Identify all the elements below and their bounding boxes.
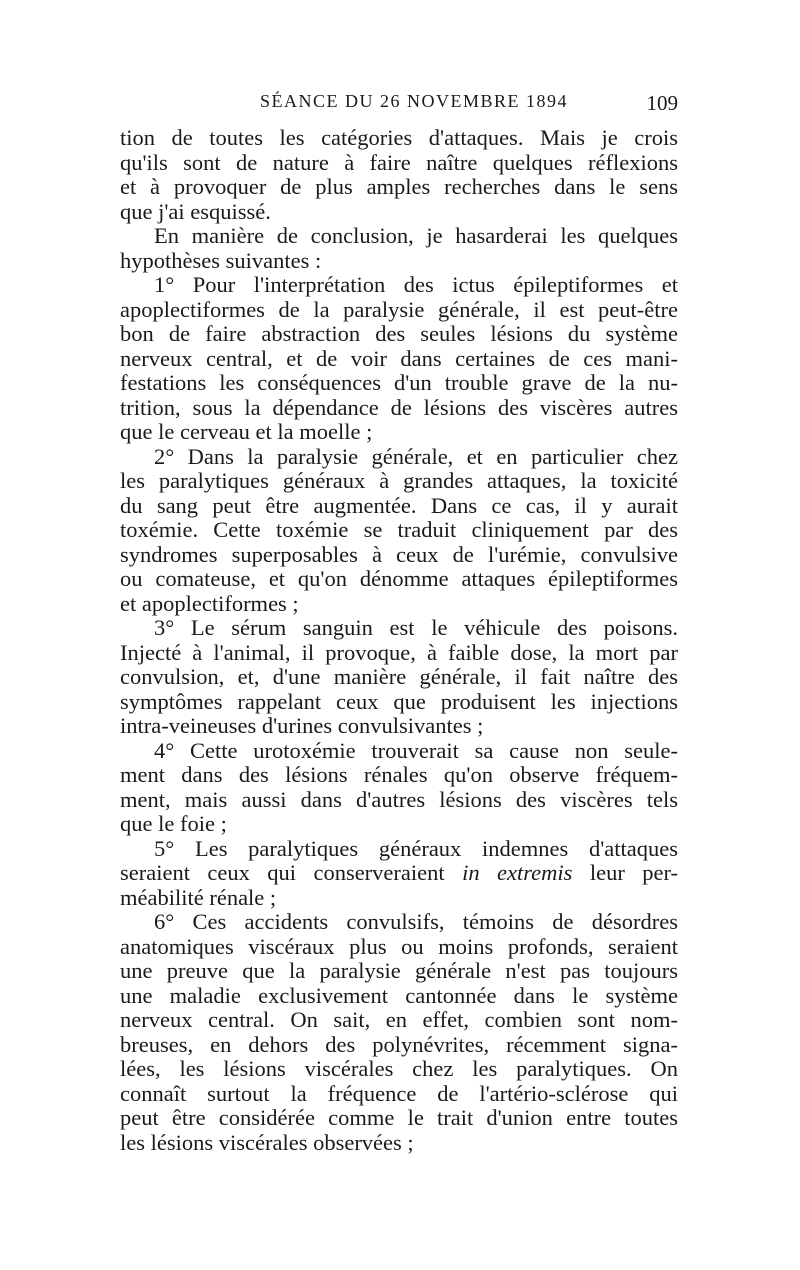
text-line: nerveux central. On sait, en effet, combien sont nom- xyxy=(120,1008,678,1032)
text-line: Injecté à l'animal, il provoque, à faible dose, la mort par xyxy=(120,640,678,665)
text-line: 4° Cette urotoxémie trouverait sa cause non seule- xyxy=(154,738,678,763)
text-segment: leur per- xyxy=(589,861,678,885)
text-line: anatomiques viscéraux plus ou moins profonds, seraient xyxy=(120,934,678,959)
text-line: et apoplectiformes ; xyxy=(120,591,299,616)
page-number: 109 xyxy=(646,91,678,115)
text-line: convulsion, et, d'une manière générale, il fait naître des xyxy=(120,665,678,689)
text-line: apoplectiformes de la paralysie générale, il est peut-être xyxy=(120,297,678,322)
text-line: ment dans des lésions rénales qu'on observe fréquem- xyxy=(120,763,678,787)
text-line: breuses, en dehors des polynévrites, récemment signa- xyxy=(120,1032,678,1057)
text-line: une maladie exclusivement cantonnée dans le système xyxy=(120,983,678,1008)
text-line: et à provoquer de plus amples recherches dans le sens xyxy=(120,175,678,199)
running-header xyxy=(120,91,678,121)
text-line: qu'ils sont de nature à faire naître quelques réflexions xyxy=(120,150,678,175)
text-line: festations les conséquences d'un trouble grave de la nu- xyxy=(120,371,678,395)
text-line: tion de toutes les catégories d'attaques. Mais je crois xyxy=(120,126,678,150)
text-line: les paralytiques généraux à grandes attaques, la toxicité xyxy=(120,469,678,493)
running-title: SÉANCE DU 26 NOVEMBRE 1894 xyxy=(260,91,569,111)
text-segment: seraient ceux qui conserveraient xyxy=(120,861,445,885)
text-line: 6° Ces accidents convulsifs, témoins de désordres xyxy=(154,910,678,934)
text-line: 3° Le sérum sanguin est le véhicule des poisons. xyxy=(154,616,678,640)
body-text xyxy=(120,126,678,1155)
text-line: ou comateuse, et qu'on dénomme attaques épileptiformes xyxy=(120,567,678,591)
text-line: connaît surtout la fréquence de l'artério-sclérose qui xyxy=(120,1081,678,1106)
text-line: du sang peut être augmentée. Dans ce cas, il y aurait xyxy=(120,493,678,518)
text-line: nerveux central, et de voir dans certaines de ces mani- xyxy=(120,346,678,371)
text-line: intra-veineuses d'urines convulsivantes ; xyxy=(120,714,484,738)
text-line: une preuve que la paralysie générale n'est pas toujours xyxy=(120,959,678,983)
italic-phrase: in extremis xyxy=(462,861,573,885)
text-line: hypothèses suivantes : xyxy=(120,248,322,273)
text-line: trition, sous la dépendance de lésions des viscères autres xyxy=(120,395,678,420)
text-line: ment, mais aussi dans d'autres lésions des viscères tels xyxy=(120,787,678,812)
text-line: que le foie ; xyxy=(120,812,227,836)
text-line: que le cerveau et la moelle ; xyxy=(120,420,373,444)
text-line: En manière de conclusion, je hasarderai les quelques xyxy=(154,224,678,248)
text-line: que j'ai esquissé. xyxy=(120,199,271,224)
text-line: toxémie. Cette toxémie se traduit cliniquement par des xyxy=(120,518,678,542)
text-line: bon de faire abstraction des seules lésions du système xyxy=(120,322,678,346)
text-line: peut être considérée comme le trait d'union entre toutes xyxy=(120,1106,678,1130)
text-line: lées, les lésions viscérales chez les paralytiques. On xyxy=(120,1057,678,1081)
text-line: syndromes superposables à ceux de l'urémie, convulsive xyxy=(120,542,678,567)
text-line: 5° Les paralytiques généraux indemnes d'attaques xyxy=(154,836,678,861)
text-line: 2° Dans la paralysie générale, et en particulier chez xyxy=(154,444,678,469)
text-line: symptômes rappelant ceux que produisent les injections xyxy=(120,689,678,714)
text-line xyxy=(120,861,678,886)
text-line: méabilité rénale ; xyxy=(120,885,277,910)
text-line: les lésions viscérales observées ; xyxy=(120,1130,414,1155)
text-line: 1° Pour l'interprétation des ictus épileptiformes et xyxy=(154,273,678,297)
